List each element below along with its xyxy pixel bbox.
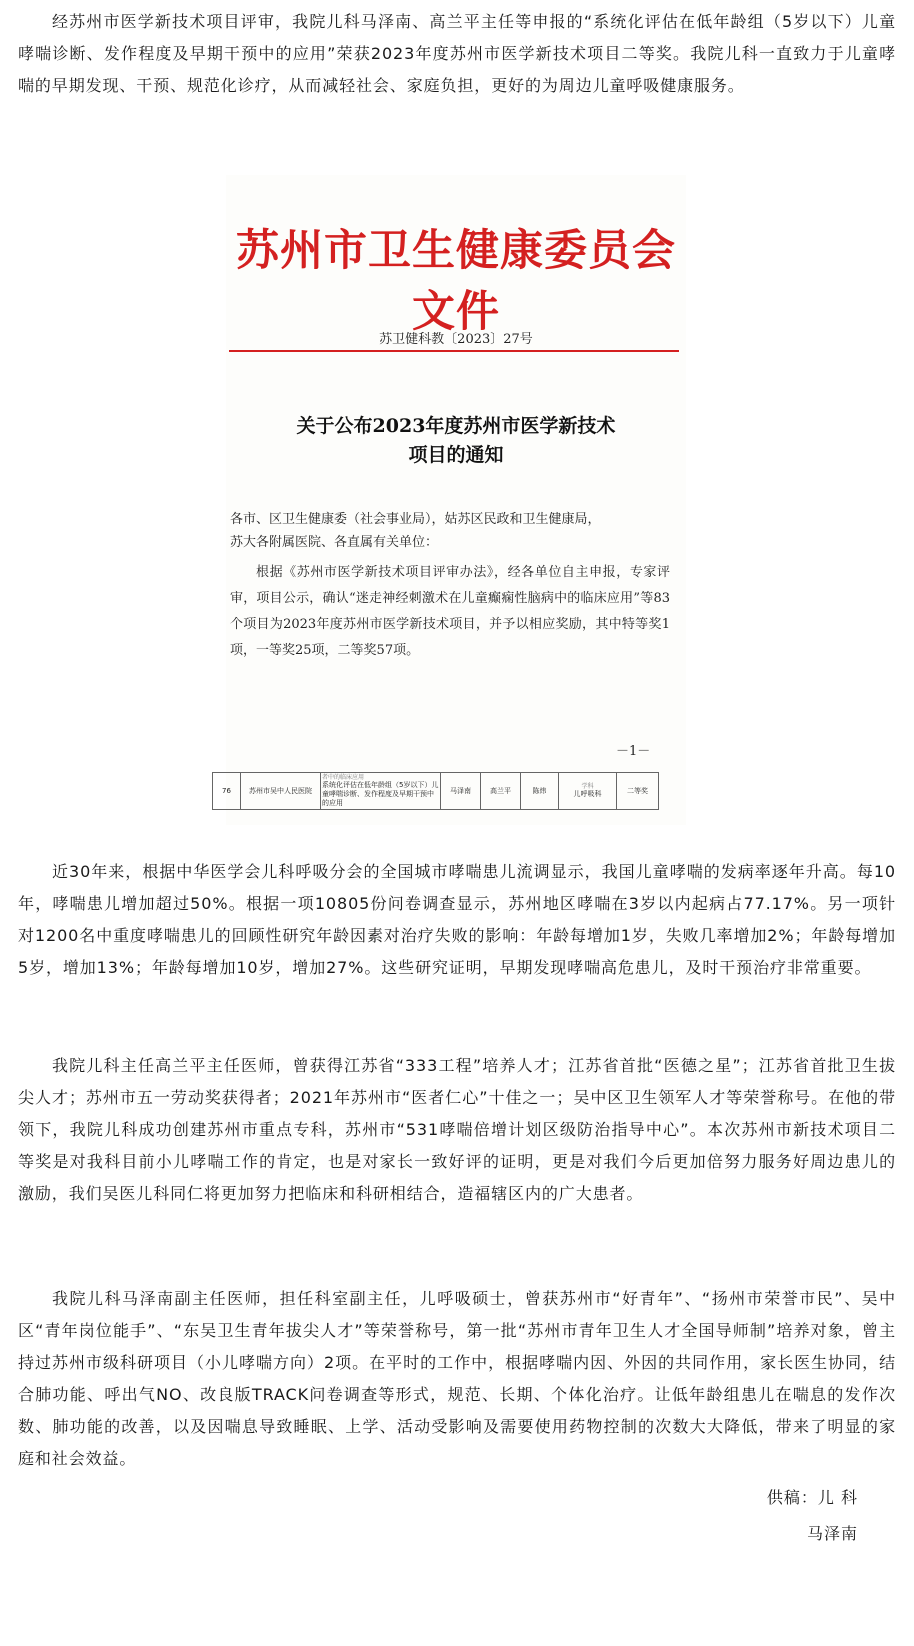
document-page-number: －1－ (616, 744, 651, 759)
cell-discipline-above: 学科 (581, 783, 594, 790)
document-red-rule (229, 350, 679, 352)
document-title-line1: 关于公布2023年度苏州市医学新技术 (296, 415, 616, 437)
deputy-paragraph: 我院儿科马泽南副主任医师，担任科室副主任，儿呼吸硕士，曾获苏州市“好青年”、“扬州市荣誉市民”、吴中区“青年岗位能手”、“东吴卫生青年拔尖人才”等荣誉称号，第一批“苏州市青年卫生人才全国导师制”培养对象，曾主持过苏州市级科研项目（小儿哮喘方向）2项。在平时的工作中，根据哮喘内因、外因的共同作用，家长医生协同，结合肺功能、呼出气NO、改良版TRACK问卷调查等形式，规范、长期、个体化治疗。让低年龄组患儿在喘息的发作次数、肺功能的改善，以及因喘息导致睡眠、上学、活动受影响及需要使用药物控制的次数大大降低，带来了明显的家庭和社会效益。 (18, 1289, 896, 1468)
cell-applicant2: 高兰平 (481, 773, 521, 810)
table-row (213, 773, 659, 810)
credit-label: 供稿：儿 科 (766, 1488, 858, 1507)
director-paragraph: 我院儿科主任高兰平主任医师，曾获得江苏省“333工程”培养人才；江苏省首批“医德之星”；江苏省首批卫生拔尖人才；苏州市五一劳动奖获得者；2021年苏州市“医者仁心”十佳之一；吴中区卫生领军人才等荣誉称号。在他的带领下，我院儿科成功创建苏州市重点专科，苏州市“531哮喘倍增计划区级防治指导中心”。本次苏州市新技术项目二等奖是对我科目前小儿哮喘工作的肯定，也是对家长一致好评的证明，更是对我们今后更加倍努力服务好周边患儿的激励，我们吴医儿科同仁将更加努力把临床和科研相结合，造福辖区内的广大患者。 (18, 1056, 896, 1203)
cell-index: 76 (213, 773, 241, 810)
cell-discipline-text: 儿呼吸科 (573, 790, 602, 798)
notice-document-image (226, 175, 686, 825)
document-title (226, 412, 686, 470)
document-addressee-line1: 各市、区卫生健康委（社会事业局），姑苏区民政和卫生健康局， (230, 512, 601, 527)
award-table-row (212, 772, 659, 810)
cell-project-above: 者中的临床应用 (322, 774, 365, 781)
document-addressee (230, 508, 670, 554)
document-body: 根据《苏州市医学新技术项目评审办法》，经各单位自主申报，专家评审，项目公示，确认“迷走神经刺激术在儿童癫痫性脑病中的临床应用”等83个项目为2023年度苏州市医学新技术项目，并予以相应奖励，其中特等奖1项，一等奖25项，二等奖57项。 (230, 565, 670, 658)
cell-project (321, 773, 441, 810)
credit-author: 马泽南 (806, 1524, 858, 1543)
cell-award: 二等奖 (617, 773, 659, 810)
intro-paragraph: 经苏州市医学新技术项目评审，我院儿科马泽南、高兰平主任等申报的“系统化评估在低年龄组（5岁以下）儿童哮喘诊断、发作程度及早期干预中的应用”荣获2023年度苏州市医学新技术项目二等奖。我院儿科一直致力于儿童哮喘的早期发现、干预、规范化诊疗，从而减轻社会、家庭负担，更好的为周边儿童呼吸健康服务。 (18, 12, 896, 95)
cell-applicant1: 马泽南 (441, 773, 481, 810)
cell-applicant3: 陈炜 (521, 773, 559, 810)
cell-discipline (559, 773, 617, 810)
document-title-line2: 项目的通知 (408, 444, 504, 466)
document-number: 苏卫健科教〔2023〕27号 (379, 332, 533, 347)
statistics-paragraph: 近30年来，根据中华医学会儿科呼吸分会的全国城市哮喘患儿流调显示，我国儿童哮喘的发病率逐年升高。每10年，哮喘患儿增加超过50%。根据一项10805份问卷调查显示，苏州地区哮喘在3岁以内起病占77.17%。另一项针对1200名中重度哮喘患儿的回顾性研究年龄因素对治疗失败的影响：年龄每增加1岁，失败几率增加2%；年龄每增加5岁，增加13%；年龄每增加10岁，增加27%。这些研究证明，早期发现哮喘高危患儿，及时干预治疗非常重要。 (18, 862, 896, 977)
cell-hospital: 苏州市吴中人民医院 (241, 773, 321, 810)
document-header: 苏州市卫生健康委员会文件 (236, 226, 676, 337)
document-addressee-line2: 苏大各附属医院、各直属有关单位： (230, 535, 439, 550)
cell-project-text: 系统化评估在低年龄组（5岁以下）儿童哮喘诊断、发作程度及早期干预中的应用 (322, 781, 439, 807)
